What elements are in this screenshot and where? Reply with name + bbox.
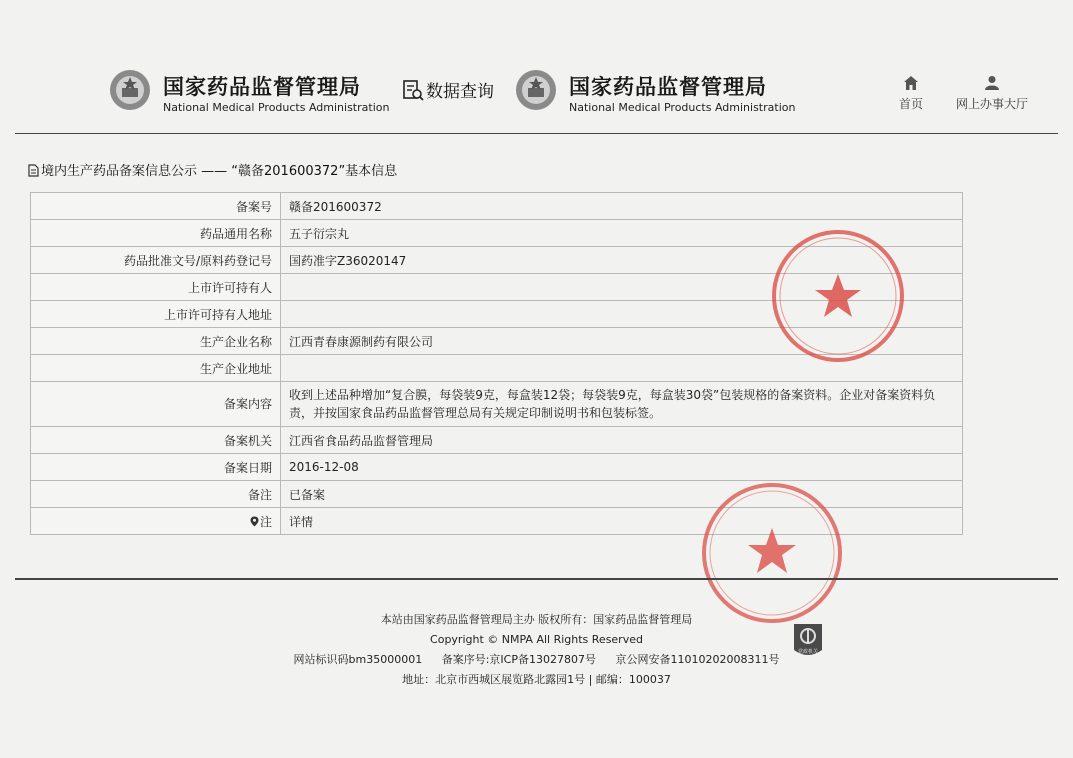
data-query-link[interactable] xyxy=(402,77,494,102)
footer-copyright: Copyright © NMPA All Rights Reserved xyxy=(430,633,643,646)
logo-title-cn: 国家药品监督管理局 xyxy=(163,75,361,99)
table-row xyxy=(31,382,963,427)
footer-divider xyxy=(15,578,1058,580)
logo-title-en: National Medical Products Administration xyxy=(163,101,390,114)
national-emblem-icon xyxy=(514,68,558,112)
row-label: 药品通用名称 xyxy=(31,220,281,247)
document-icon xyxy=(28,164,39,177)
nav-home-label: 首页 xyxy=(898,97,923,111)
row-label: 药品批准文号/原料药登记号 xyxy=(31,247,281,274)
table-row xyxy=(31,274,963,301)
site-header xyxy=(0,55,1073,135)
document-search-icon xyxy=(402,79,424,101)
user-icon xyxy=(984,75,1000,91)
footer-registration xyxy=(0,650,1073,670)
row-value: 江西青春康源制药有限公司 xyxy=(281,328,963,355)
nav-online-service-hall[interactable] xyxy=(953,75,1031,112)
row-value xyxy=(281,301,963,328)
table-row xyxy=(31,508,963,535)
table-row xyxy=(31,328,963,355)
filing-info-table xyxy=(30,192,963,535)
header-divider xyxy=(15,133,1058,134)
row-value: 国药准字Z36020147 xyxy=(281,247,963,274)
table-row xyxy=(31,355,963,382)
row-label: 备注 xyxy=(31,481,281,508)
row-value xyxy=(281,274,963,301)
table-row xyxy=(31,247,963,274)
row-label: 生产企业名称 xyxy=(31,328,281,355)
row-value: 2016-12-08 xyxy=(281,454,963,481)
footer-site-id: 网站标识码bm35000001 xyxy=(293,653,423,666)
row-label: 备案号 xyxy=(31,193,281,220)
table-row xyxy=(31,454,963,481)
table-row xyxy=(31,427,963,454)
footer-police-record[interactable]: 京公网安备11010202008311号 xyxy=(615,653,780,666)
government-agency-badge[interactable] xyxy=(790,622,826,662)
badge-label: 党政机关 xyxy=(797,649,819,655)
table-row xyxy=(31,481,963,508)
row-value xyxy=(281,355,963,382)
row-value: 已备案 xyxy=(281,481,963,508)
row-label: 备案日期 xyxy=(31,454,281,481)
row-label xyxy=(31,508,281,535)
footer-address: 地址：北京市西城区展览路北露园1号 | 邮编：100037 xyxy=(402,673,671,686)
table-row xyxy=(31,193,963,220)
breadcrumb-text: 境内生产药品备案信息公示 —— “赣备201600372”基本信息 xyxy=(41,164,398,179)
table-row xyxy=(31,220,963,247)
national-emblem-icon xyxy=(108,68,152,112)
breadcrumb xyxy=(28,160,397,179)
nav-home[interactable] xyxy=(896,75,926,112)
home-icon xyxy=(903,75,919,91)
data-query-label: 数据查询 xyxy=(426,82,494,102)
row-value: 收到上述品种增加“复合膜，每袋装9克，每盒装12袋；每袋装9克，每盒装30袋”包装规格的备案资料。企业对备案资料负责，并按国家食品药品监督管理总局有关规定印制说明书和包装标签。 xyxy=(281,382,963,427)
location-pin-icon xyxy=(250,516,259,527)
logo-title-en-secondary: National Medical Products Administration xyxy=(569,101,796,114)
footer-sponsor: 本站由国家药品监督管理局主办 版权所有：国家药品监督管理局 xyxy=(380,613,693,626)
row-label: 备案机关 xyxy=(31,427,281,454)
party-government-badge-icon xyxy=(790,622,826,662)
site-footer xyxy=(0,610,1073,690)
row-label: 备案内容 xyxy=(31,382,281,427)
row-value: 江西省食品药品监督管理局 xyxy=(281,427,963,454)
row-label: 上市许可持有人地址 xyxy=(31,301,281,328)
logo-title-cn-secondary: 国家药品监督管理局 xyxy=(569,75,767,99)
row-value: 五子衍宗丸 xyxy=(281,220,963,247)
row-label: 上市许可持有人 xyxy=(31,274,281,301)
row-label: 生产企业地址 xyxy=(31,355,281,382)
table-row xyxy=(31,301,963,328)
details-link[interactable]: 详情 xyxy=(281,508,963,535)
footer-icp[interactable]: 备案序号:京ICP备13027807号 xyxy=(441,653,596,666)
row-value: 赣备201600372 xyxy=(281,193,963,220)
row-label-text: 注 xyxy=(259,514,272,529)
nav-online-service-hall-label: 网上办事大厅 xyxy=(955,97,1028,111)
